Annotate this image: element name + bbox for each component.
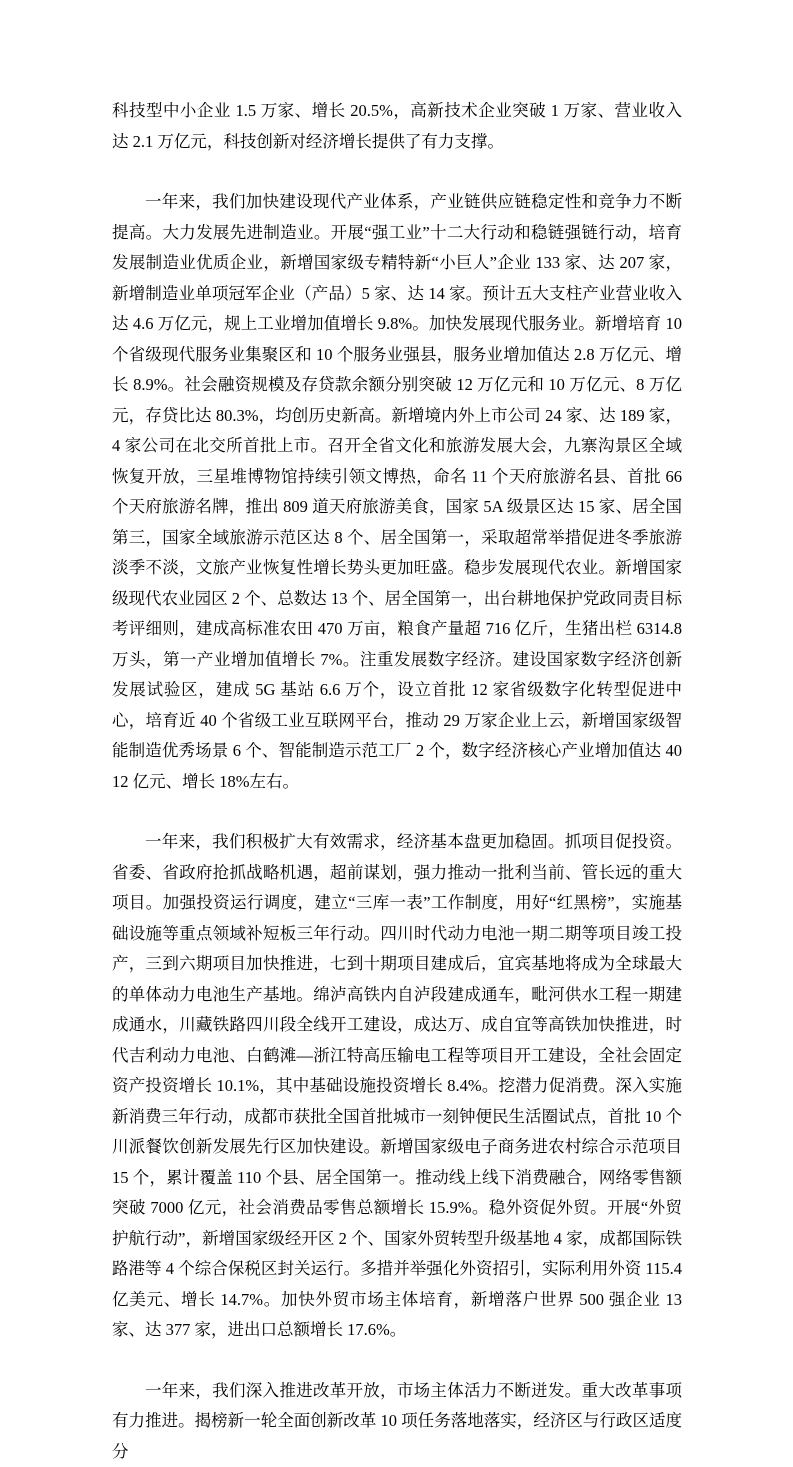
paragraph-4: 一年来，我们深入推进改革开放，市场主体活力不断迸发。重大改革事项有力推进。揭榜新一轮全面创新改革 10 项任务落地落实，经济区与行政区适度分 (112, 1376, 682, 1467)
document-body (112, 96, 682, 1467)
paragraph-spacer (112, 157, 682, 187)
paragraph-2: 一年来，我们加快建设现代产业体系，产业链供应链稳定性和竞争力不断提高。大力发展先进制造业。开展“强工业”十二大行动和稳链强链行动，培育发展制造业优质企业，新增国家级专精特新“小巨人”企业 133 家、达 207 家，新增制造业单项冠军企业（产品）5 家、达 14 家。预计五大支柱产业营业收入达 4.6 万亿元，规上工业增加值增长 9.8%。加快发展现代服务业。新增培育 10 个省级现代服务业集聚区和 10 个服务业强县，服务业增加值达 2.8 万亿元、增长 8.9%。社会融资规模及存贷款余额分别突破 12 万亿元和 10 万亿元、8 万亿元，存贷比达 80.3%，均创历史新高。新增境内外上市公司 24 家、达 189 家，4 家公司在北交所首批上市。召开全省文化和旅游发展大会，九寨沟景区全域恢复开放，三星堆博物馆持续引领文博热，命名 11 个天府旅游名县、首批 66 个天府旅游名牌，推出 809 道天府旅游美食，国家 5A 级景区达 15 家、居全国第三，国家全域旅游示范区达 8 个、居全国第一，采取超常举措促进冬季旅游淡季不淡，文旅产业恢复性增长势头更加旺盛。稳步发展现代农业。新增国家级现代农业园区 2 个、总数达 13 个、居全国第一，出台耕地保护党政同责目标考评细则，建成高标准农田 470 万亩，粮食产量超 716 亿斤，生猪出栏 6314.8 万头，第一产业增加值增长 7%。注重发展数字经济。建设国家数字经济创新发展试验区，建成 5G 基站 6.6 万个，设立首批 12 家省级数字化转型促进中心，培育近 40 个省级工业互联网平台，推动 29 万家企业上云，新增国家级智能制造优秀场景 6 个、智能制造示范工厂 2 个，数字经济核心产业增加值达 4012 亿元、增长 18%左右。 (112, 187, 682, 797)
paragraph-1: 科技型中小企业 1.5 万家、增长 20.5%，高新技术企业突破 1 万家、营业收入达 2.1 万亿元，科技创新对经济增长提供了有力支撑。 (112, 96, 682, 157)
paragraph-3: 一年来，我们积极扩大有效需求，经济基本盘更加稳固。抓项目促投资。省委、省政府抢抓战略机遇，超前谋划，强力推动一批利当前、管长远的重大项目。加强投资运行调度，建立“三库一表”工作制度，用好“红黑榜”，实施基础设施等重点领域补短板三年行动。四川时代动力电池一期二期等项目竣工投产，三到六期项目加快推进，七到十期项目建成后，宜宾基地将成为全球最大的单体动力电池生产基地。绵泸高铁内自泸段建成通车，毗河供水工程一期建成通水，川藏铁路四川段全线开工建设，成达万、成自宜等高铁加快推进，时代吉利动力电池、白鹤滩—浙江特高压输电工程等项目开工建设，全社会固定资产投资增长 10.1%，其中基础设施投资增长 8.4%。挖潜力促消费。深入实施新消费三年行动，成都市获批全国首批城市一刻钟便民生活圈试点，首批 10 个川派餐饮创新发展先行区加快建设。新增国家级电子商务进农村综合示范项目 15 个，累计覆盖 110 个县、居全国第一。推动线上线下消费融合，网络零售额突破 7000 亿元，社会消费品零售总额增长 15.9%。稳外资促外贸。开展“外贸护航行动”，新增国家级经开区 2 个、国家外贸转型升级基地 4 家，成都国际铁路港等 4 个综合保税区封关运行。多措并举强化外资招引，实际利用外资 115.4 亿美元、增长 14.7%。加快外贸市场主体培育，新增落户世界 500 强企业 13 家、达 377 家，进出口总额增长 17.6%。 (112, 827, 682, 1346)
paragraph-spacer (112, 1346, 682, 1376)
paragraph-spacer (112, 797, 682, 827)
